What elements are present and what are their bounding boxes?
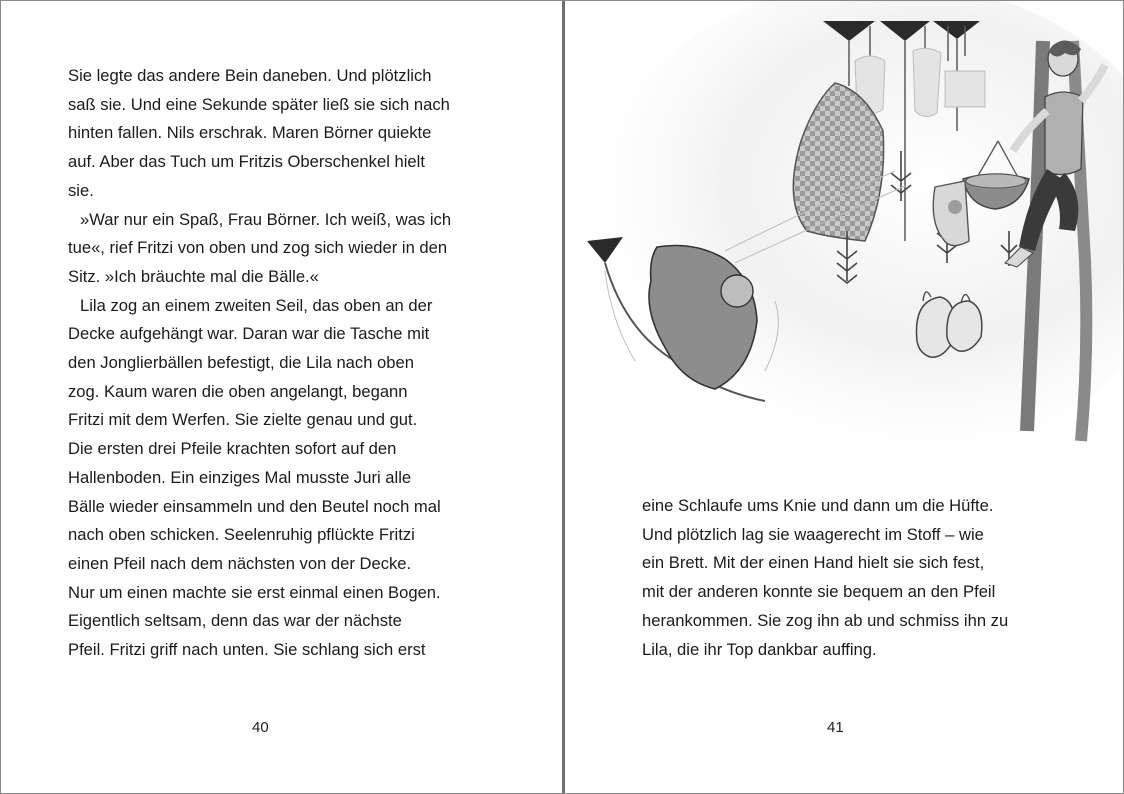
text-line: Und plötzlich lag sie waagerecht im Stoff – wie <box>642 524 984 544</box>
text-line: saß sie. Und eine Sekunde später ließ sie sich nach <box>68 94 450 114</box>
text-line: nach oben schicken. Seelenruhig pflückte Fritzi <box>68 525 415 545</box>
text-line: Hallenboden. Ein einziges Mal musste Juri alle <box>68 467 412 487</box>
text-line: eine Schlaufe ums Knie und dann um die Hüfte. <box>642 496 994 515</box>
left-page-text <box>68 62 468 665</box>
text-line: Eigentlich seltsam, denn das war der nächste <box>68 611 402 631</box>
page-number: 41 <box>827 719 844 736</box>
shirt-face-icon <box>948 200 962 214</box>
text-line: herankommen. Sie zog ihn ab und schmiss ihn zu <box>642 610 1009 630</box>
illustration <box>565 1 1123 471</box>
text-line: Sitz. »Ich bräuchte mal die Bälle.« <box>68 266 319 286</box>
text-line: auf. Aber das Tuch um Fritzis Oberschenkel hielt <box>68 152 425 172</box>
text-line: »War nur ein Spaß, Frau Börner. Ich weiß, was ich <box>80 209 452 229</box>
text-line: mit der anderen konnte sie bequem an den Pfeil <box>642 582 996 602</box>
juggling-ball-icon <box>721 275 753 307</box>
text-line: den Jonglierbällen befestigt, die Lila nach oben <box>68 353 414 373</box>
text-line: tue«, rief Fritzi von oben und zog sich wieder in den <box>68 238 448 258</box>
text-line: zog. Kaum waren die oben angelangt, begann <box>68 381 408 401</box>
text-line: Fritzi mit dem Werfen. Sie zielte genau und gut. <box>68 410 418 430</box>
text-line: ein Brett. Mit der einen Hand hielt sie sich fest, <box>642 553 985 573</box>
text-line: Pfeil. Fritzi griff nach unten. Sie schlang sich erst <box>68 640 426 660</box>
text-line: Nur um einen machte sie erst einmal einen Bogen. <box>68 582 441 602</box>
left-page <box>1 1 563 793</box>
ceiling-anchors <box>823 21 980 41</box>
right-page-text <box>642 492 1052 664</box>
right-page <box>565 1 1123 793</box>
text-line: Bälle wieder einsammeln und den Beutel noch mal <box>68 496 441 516</box>
text-line: Lila zog an einem zweiten Seil, das oben an der <box>80 295 433 315</box>
text-line: Decke aufgehängt war. Daran war die Tasche mit <box>68 324 430 344</box>
text-line: Die ersten drei Pfeile krachten sofort auf den <box>68 439 397 459</box>
page-number: 40 <box>252 719 269 736</box>
text-line: hinten fallen. Nils erschrak. Maren Börner quiekte <box>68 123 432 143</box>
text-line: Sie legte das andere Bein daneben. Und plötzlich <box>68 66 432 85</box>
text-line: sie. <box>68 180 94 200</box>
text-line: einen Pfeil nach dem nächsten von der Decke. <box>68 553 412 573</box>
text-line: Lila, die ihr Top dankbar auffing. <box>642 639 877 659</box>
